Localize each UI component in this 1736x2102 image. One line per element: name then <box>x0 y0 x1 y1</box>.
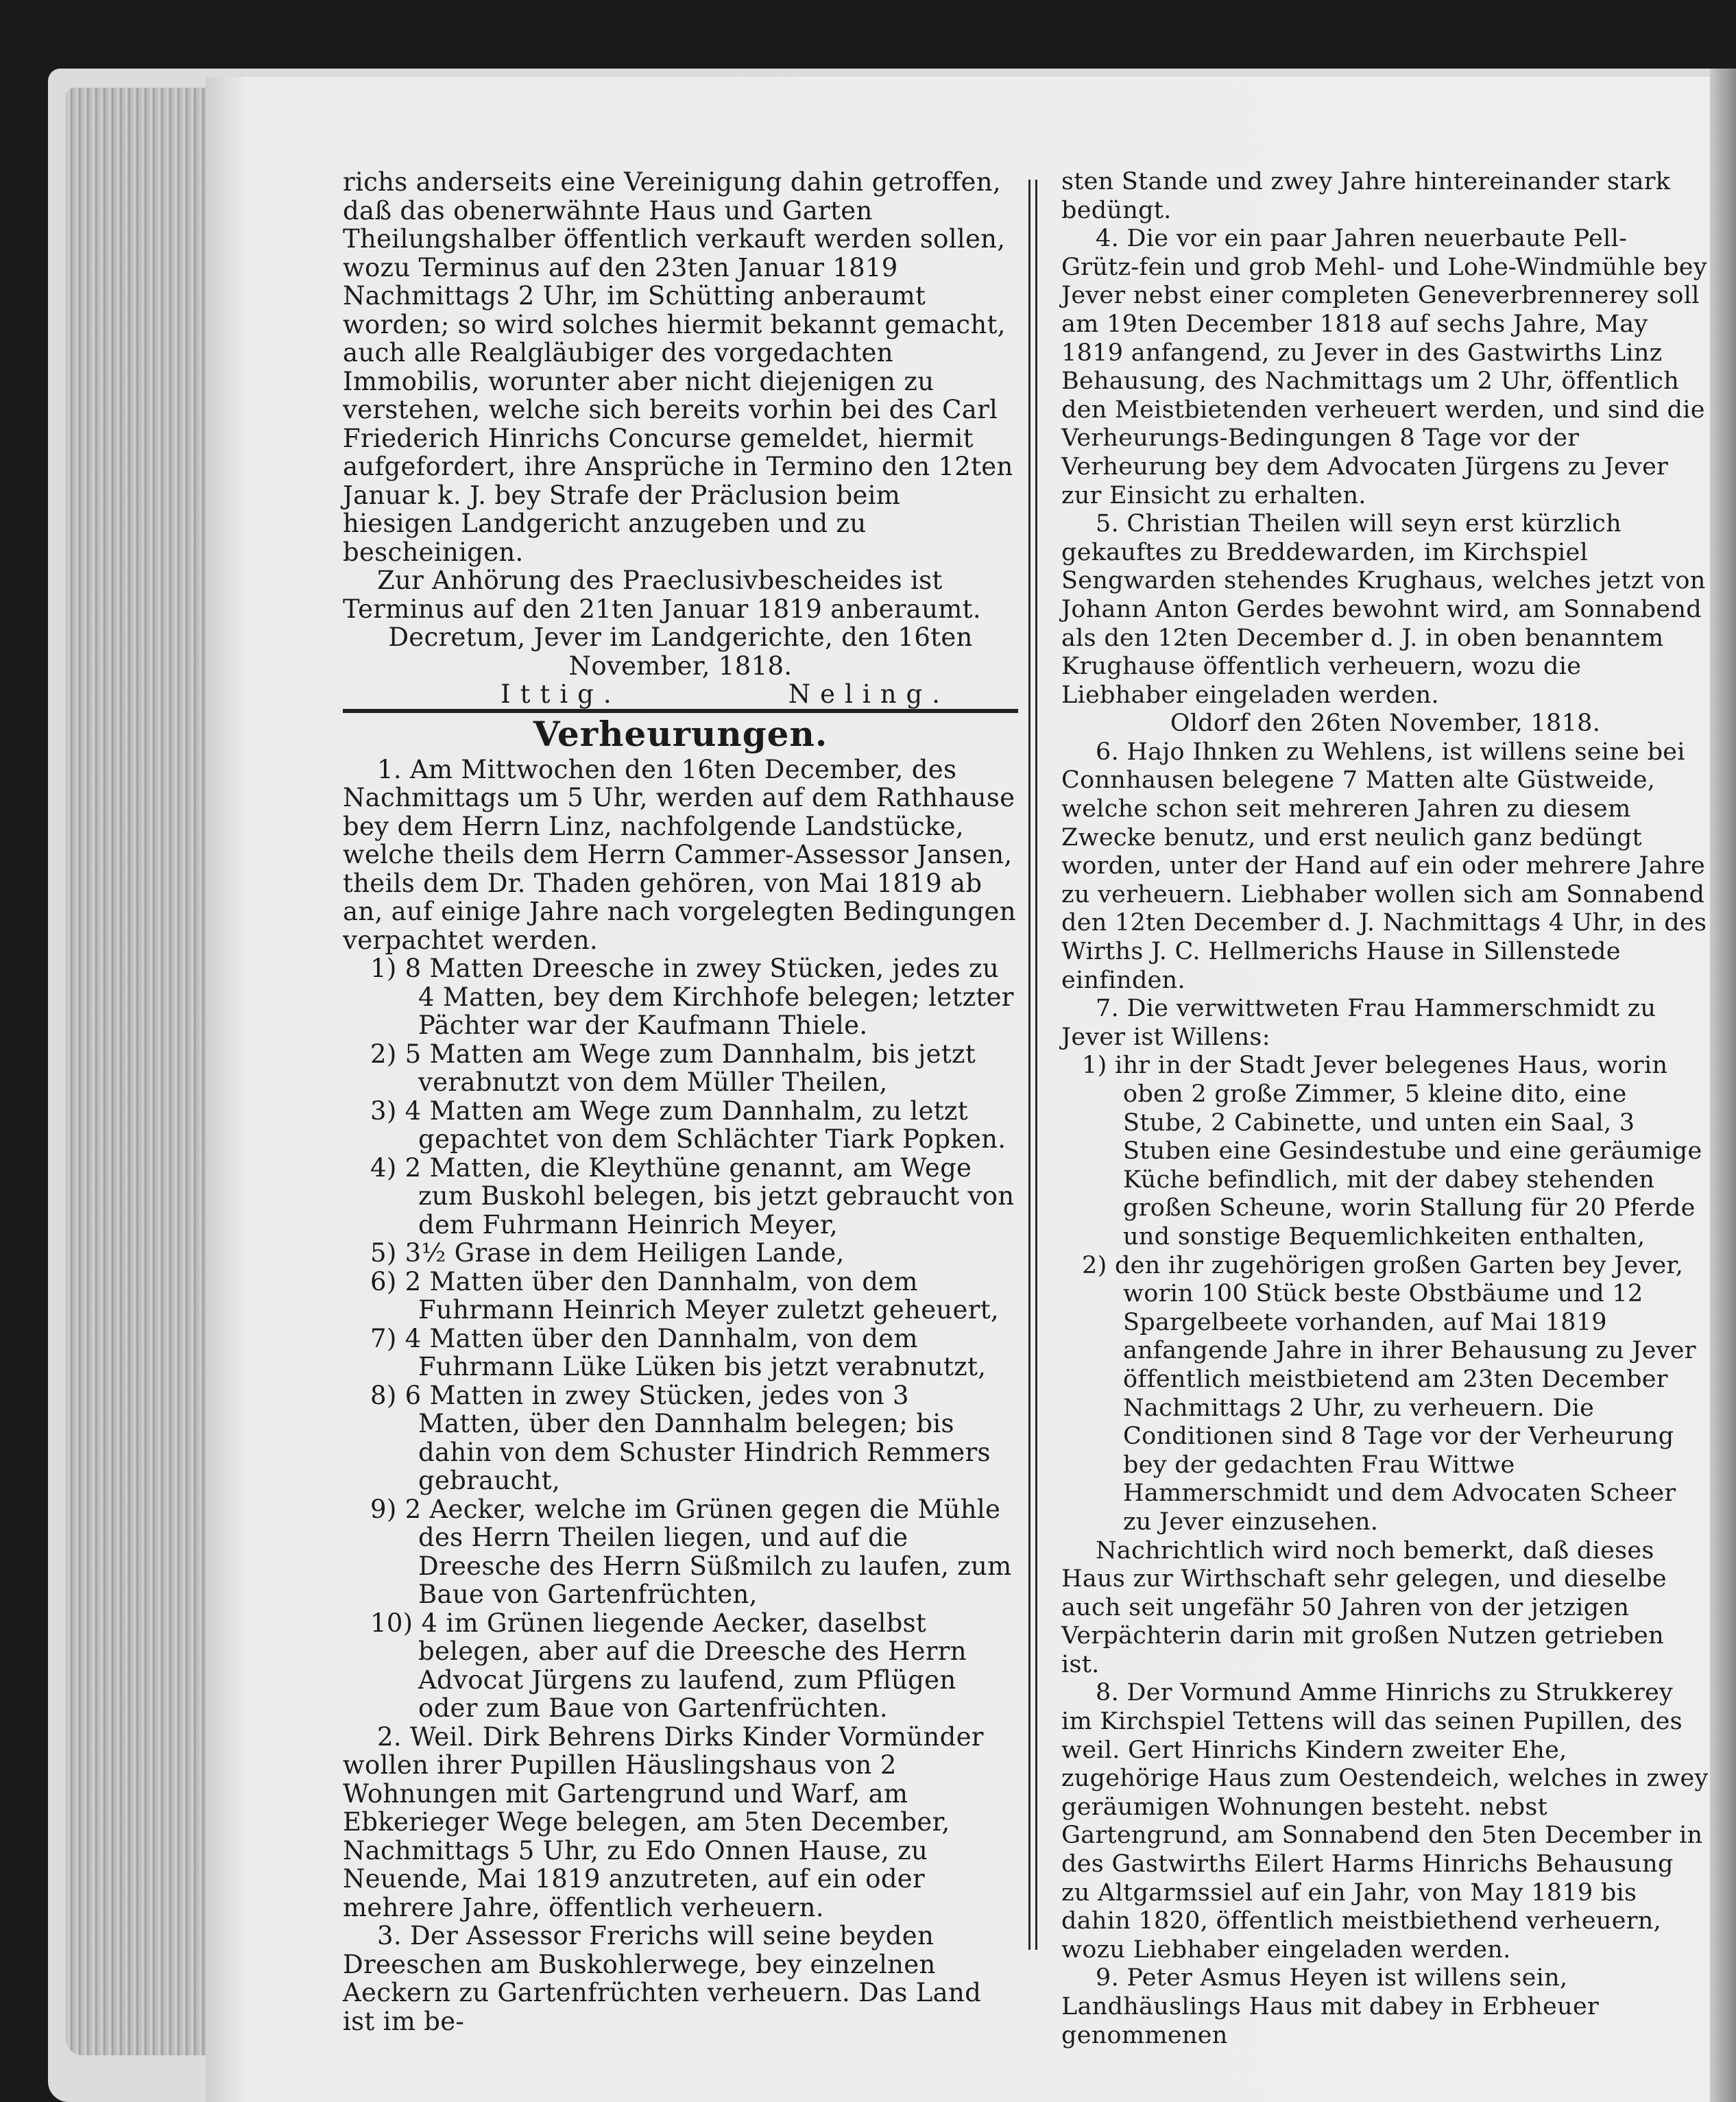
item-9: 9. Peter Asmus Heyen ist willens sein, Landhäuslings Haus mit dabey in Erbheuer genommenen <box>1061 1964 1600 2049</box>
item-7-intro: 7. Die verwittweten Frau Hammerschmidt zu Jever ist Willens: <box>1061 995 1656 1051</box>
item-1-intro: 1. Am Mittwochen den 16ten December, des Nachmittags um 5 Uhr, werden auf dem Rathhause bey dem Herrn Linz, nachfolgende Landstücke, welche theils dem Herrn Cammer-Assessor Jansen, theils dem Dr. Thaden gehören, von Mai 1819 ab an, auf einige Jahre nach vorgelegten Bedingungen verpachtet werden. <box>343 754 1016 955</box>
parcel-item: 1) 8 Matten Dreesche in zwey Stücken, jedes zu 4 Matten, bey dem Kirchhofe belegen; letzter Pächter war der Kaufmann Thiele. <box>370 954 1014 1040</box>
intro-paragraph: richs anderseits eine Vereinigung dahin getroffen, daß das obenerwähnte Haus und Garten Theilungshalber öffentlich verkauft werden sollen, wozu Terminus auf den 23ten Januar 1819 Nachmittags 2 Uhr, im Schütting anberaumt worden; so wird solches hiermit bekannt gemacht, auch alle Realgläubiger des vorgedachten Immobilis, worunter aber nicht diejenigen zu verstehen, welche sich bereits vorhin bei des Carl Friederich Hinrichs Concurse gemeldet, hiermit aufgefordert, ihre Ansprüche in Termino den 12ten Januar k. J. bey Strafe der Präclusion beim hiesigen Landgericht anzugeben und zu bescheinigen. <box>343 167 1013 567</box>
right-column <box>1061 168 1709 2050</box>
hearing-paragraph: Zur Anhörung des Praeclusivbescheides ist Terminus auf den 21ten Januar 1819 anberaumt. <box>343 566 981 624</box>
parcel-item: 3) 4 Matten am Wege zum Dannhalm, zu letzt gepachtet von dem Schlächter Tiark Popken. <box>370 1096 1006 1154</box>
parcel-item: 10) 4 im Grünen liegende Aecker, daselbst belegen, aber auf die Dreesche des Herrn Advocat Jürgens zu laufend, zum Pflügen oder zum Baue von Gartenfrüchten. <box>370 1608 967 1723</box>
gutter-shadow <box>1710 69 1736 2102</box>
parcel-item: 7) 4 Matten über den Dannhalm, von dem Fuhrmann Lüke Lüken bis jetzt verabnutzt, <box>370 1323 987 1381</box>
signatures <box>343 680 1018 709</box>
item-5-date: Oldorf den 26ten November, 1818. <box>1170 710 1601 738</box>
left-column <box>343 168 1018 2035</box>
item-7-point: 2) den ihr zugehörigen großen Garten bey Jever, worin 100 Stück beste Obstbäume und 12 Spargelbeete vorhanden, auf Mai 1819 anfangende Jahre in ihrer Behausung zu Jever öffentlich meistbietend am 23ten December Nachmittags 2 Uhr, zu verheuern. Die Conditionen sind 8 Tage vor der Verheurung bey der gedachten Frau Wittwe Hammerschmidt und dem Advocaten Scheer zu Jever einzusehen. <box>1082 1251 1696 1536</box>
item-3: 3. Der Assessor Frerichs will seine beyden Dreeschen am Buskohlerwege, bey einzelnen Aeckern zu Gartenfrüchten verheuern. Das Land ist im be- <box>343 1921 982 2036</box>
parcel-item: 5) 3½ Grase in dem Heiligen Lande, <box>370 1238 845 1268</box>
signature-ittig: Ittig. <box>501 679 621 709</box>
parcel-item: 4) 2 Matten, die Kleythüne genannt, am Wege zum Buskohl belegen, bis jetzt gebraucht von dem Fuhrmann Heinrich Meyer, <box>370 1152 1015 1240</box>
parcel-item: 9) 2 Aecker, welche im Grünen gegen die Mühle des Herrn Theilen liegen, und auf die Dreesche des Herrn Süßmilch zu laufen, zum Baue von Gartenfrüchten, <box>370 1494 1012 1609</box>
decree-line: Decretum, Jever im Landgerichte, den 16ten November, 1818. <box>388 623 973 681</box>
parcel-list <box>343 954 1018 1723</box>
item-7-note: Nachrichtlich wird noch bemerkt, daß dieses Haus zur Wirthschaft sehr gelegen, und dieselbe auch seit ungefähr 50 Jahren von der jetzigen Verpächterin darin mit großen Nutzen getrieben ist. <box>1061 1536 1667 1678</box>
parcel-item: 2) 5 Matten am Wege zum Dannhalm, bis jetzt verabnutzt von dem Müller Theilen, <box>370 1039 976 1097</box>
column-divider <box>1028 180 1037 1950</box>
section-heading: Verheurungen. <box>533 713 828 754</box>
parcel-item: 6) 2 Matten über den Dannhalm, von dem Fuhrmann Heinrich Meyer zuletzt geheuert, <box>370 1266 999 1325</box>
parcel-item: 8) 6 Matten in zwey Stücken, jedes von 3 Matten, über den Dannhalm belegen; bis dahin von dem Schuster Hindrich Remmers gebraucht, <box>370 1380 991 1495</box>
item-3-continued: sten Stande und zwey Jahre hintereinander stark bedüngt. <box>1061 168 1671 224</box>
item-5: 5. Christian Theilen will seyn erst kürzlich gekauftes zu Breddewarden, im Kirchspiel Sengwarden stehendes Krughaus, welches jetzt von Johann Anton Gerdes bewohnt wird, am Sonnabend als den 12ten December d. J. in oben benanntem Krughause öffentlich verheuern, wozu die Liebhaber eingeladen werden. <box>1061 510 1706 709</box>
item-8: 8. Der Vormund Amme Hinrichs zu Strukkerey im Kirchspiel Tettens will das seinen Pupillen, des weil. Gert Hinrichs Kindern zweiter Ehe, zugehörige Haus zum Oestendeich, welches in zwey geräumigen Wohnungen besteht. nebst Gartengrund, am Sonnabend den 5ten December in des Gastwirths Eilert Harms Hinrichs Behausung zu Altgarmssiel auf ein Jahr, von May 1819 bis dahin 1820, öffentlich meistbiethend verheuern, wozu Liebhaber eingeladen werden. <box>1061 1679 1709 1964</box>
item-6: 6. Hajo Ihnken zu Wehlens, ist willens seine bei Connhausen belegene 7 Matten alte Güstweide, welche schon seit mehreren Jahren zu diesem Zwecke benutz, und erst neulich ganz bedüngt worden, unter der Hand auf ein oder mehrere Jahre zu verheuern. Liebhaber wollen sich am Sonnabend den 12ten December d. J. Nachmittags 4 Uhr, in des Wirths J. C. Hellmerichs Hause in Sillenstede einfinden. <box>1061 738 1707 994</box>
item-7-point: 1) ihr in der Stadt Jever belegenes Haus, worin oben 2 große Zimmer, 5 kleine dito, eine Stube, 2 Cabinette, und unten ein Saal, 3 Stuben eine Gesindestube und eine geräumige Küche befindlich, mit der dabey stehenden großen Scheune, worin Stallung für 20 Pferde und sonstige Bequemlichkeiten enthalten, <box>1082 1052 1702 1251</box>
item-2: 2. Weil. Dirk Behrens Dirks Kinder Vormünder wollen ihrer Pupillen Häuslingshaus von 2 Wohnungen mit Gartengrund und Warf, am Ebkerieger Wege belegen, am 5ten December, Nachmittags 5 Uhr, zu Edo Onnen Hause, zu Neuende, Mai 1819 anzutreten, auf ein oder mehrere Jahre, öffentlich verheuern. <box>343 1722 984 1922</box>
item-4: 4. Die vor ein paar Jahren neuerbaute Pell- Grütz-fein und grob Mehl- und Lohe-Windmühle bey Jever nebst einer completen Geneverbrennerey soll am 19ten December 1818 auf sechs Jahre, May 1819 anfangend, zu Jever in des Gastwirths Linz Behausung, des Nachmittags um 2 Uhr, öffentlich den Meistbietenden verheuert werden, und sind die Verheurungs-Bedingungen 8 Tage vor der Verheurung bey dem Advocaten Jürgens zu Jever zur Einsicht zu erhalten. <box>1061 225 1707 509</box>
signature-neling: Neling. <box>788 679 950 709</box>
